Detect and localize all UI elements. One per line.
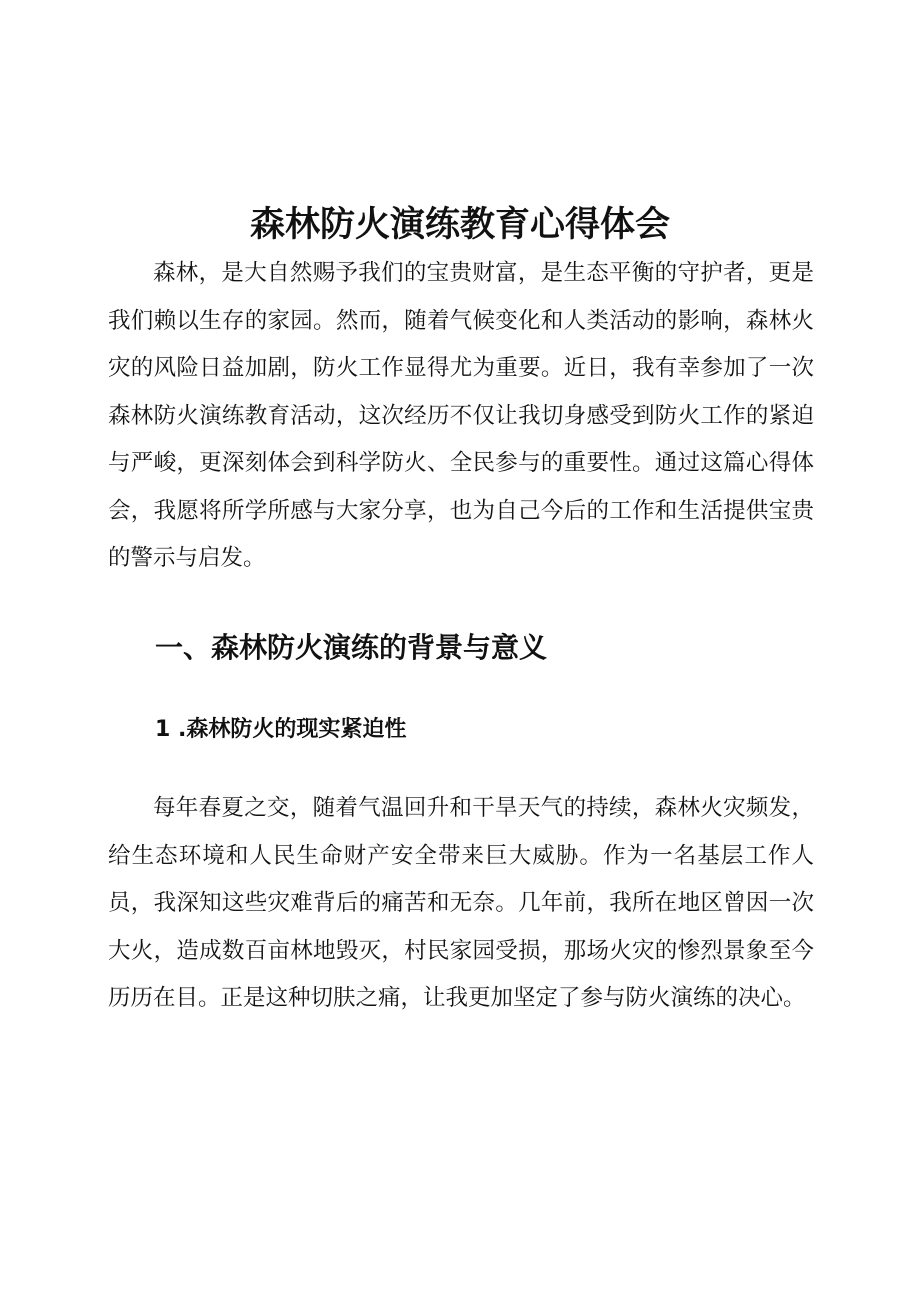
- intro-paragraph: 森林，是大自然赐予我们的宝贵财富，是生态平衡的守护者，更是我们赖以生存的家园。然而，随着气候变化和人类活动的影响，森林火灾的风险日益加剧，防火工作显得尤为重要。近日，我有幸参加了一次森林防火演练教育活动，这次经历不仅让我切身感受到防火工作的紧迫与严峻，更深刻体会到科学防火、全民参与的重要性。通过这篇心得体会，我愿将所学所感与大家分享，也为自己今后的工作和生活提供宝贵的警示与启发。: [108, 260, 814, 571]
- subsection-heading: 1 .森林防火的现实紧迫性: [155, 717, 407, 742]
- document-title: 森林防火演练教育心得体会: [249, 205, 670, 246]
- section-heading: 一、森林防火演练的背景与意义: [155, 631, 548, 664]
- body-paragraph: 每年春夏之交，随着气温回升和干旱天气的持续，森林火灾频发，给生态环境和人民生命财产安全带来巨大威胁。作为一名基层工作人员，我深知这些灾难背后的痛苦和无奈。几年前，我所在地区曾因一次大火，造成数百亩林地毁灭，村民家园受损，那场火灾的惨烈景象至今历历在目。正是这种切肤之痛，让我更加坚定了参与防火演练的决心。: [108, 795, 814, 1011]
